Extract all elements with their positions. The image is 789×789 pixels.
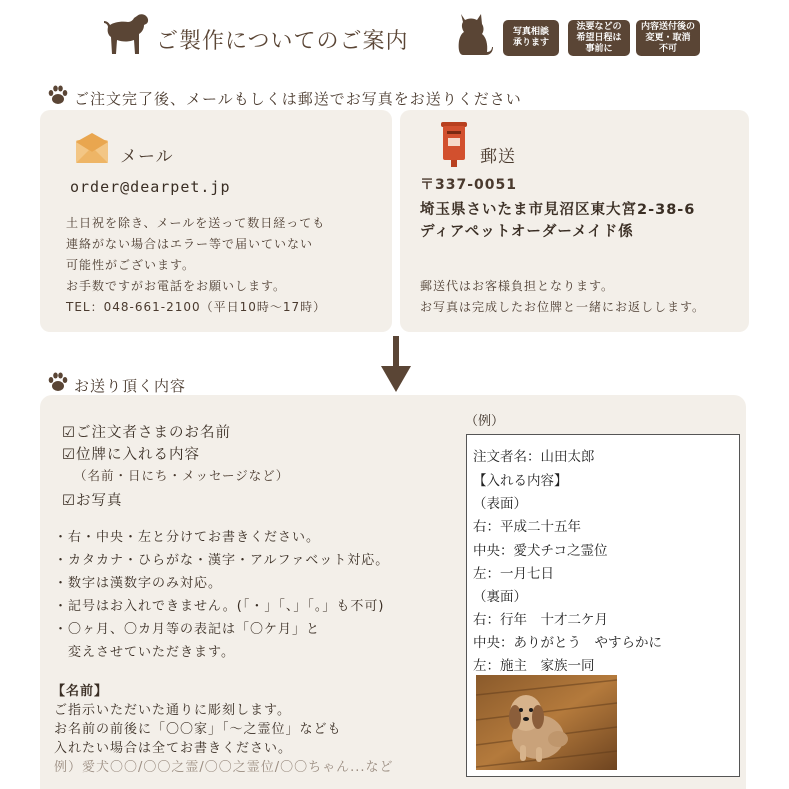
- rule-line: ・右・中央・左と分けてお書きください。: [54, 530, 321, 545]
- mail-note-line: 連絡がない場合はエラー等で届いていない: [66, 237, 314, 251]
- envelope-icon: [75, 132, 109, 164]
- badge-photo-consult: 写真相談 承ります: [503, 20, 559, 56]
- rule-line: ・〇ヶ月、〇カ月等の表記は「〇ケ月」と: [54, 622, 321, 637]
- mail-note-line: お手数ですがお電話をお願いします。: [66, 279, 287, 293]
- mail-note-line: 可能性がございます。: [66, 258, 196, 272]
- post-note-line: お写真は完成したお位牌と一緒にお返しします。: [420, 300, 706, 314]
- mail-title: メール: [120, 147, 174, 167]
- checklist-item-name: ☑ご注文者さまのお名前: [62, 425, 231, 441]
- header: [0, 0, 789, 72]
- name-line: ご指示いただいた通りに彫刻します。: [54, 703, 291, 718]
- paw-icon: [47, 371, 69, 393]
- email-address[interactable]: order@dearpet.jp: [70, 178, 231, 196]
- name-heading: 【名前】: [52, 684, 109, 699]
- arrow-down-icon: [381, 336, 411, 392]
- post-title: 郵送: [480, 147, 516, 167]
- rule-line: 変えさせていただきます。: [54, 645, 235, 660]
- rule-line: ・記号はお入れできません。(「・」「、」「。」も不可): [54, 599, 385, 614]
- example-line: 右：平成二十五年: [473, 519, 581, 535]
- paw-icon: [47, 84, 69, 106]
- example-line: 【入れる内容】: [473, 473, 568, 489]
- address-recipient: ディアペットオーダーメイド係: [420, 224, 634, 240]
- example-label: （例）: [465, 414, 505, 429]
- checklist-item-contents: ☑位牌に入れる内容: [62, 447, 200, 463]
- post-note-line: 郵送代はお客様負担となります。: [420, 279, 615, 293]
- name-line: 入れたい場合は全てお書きください。: [54, 741, 293, 756]
- example-line: （裏面）: [473, 589, 527, 605]
- section-heading-contents: お送り頂く内容: [74, 377, 187, 395]
- section-heading-send: ご注文完了後、メールもしくは郵送でお写真をお送りください: [74, 90, 522, 108]
- example-line: 中央：愛犬チコ之霊位: [473, 543, 608, 559]
- badge-no-changes: 内容送付後の 変更・取消 不可: [636, 20, 700, 56]
- example-line: 左：施主 家族一同: [473, 658, 595, 674]
- example-line: 中央：ありがとう やすらかに: [473, 635, 662, 651]
- rule-line: ・数字は漢数字のみ対応。: [54, 576, 223, 591]
- cat-silhouette-icon: [455, 6, 493, 58]
- example-line: （表面）: [473, 496, 527, 512]
- phone-number: TEL：048-661-2100（平日10時～17時）: [66, 300, 327, 314]
- post-panel: [400, 110, 749, 332]
- example-line: 注文者名：山田太郎: [473, 449, 595, 465]
- mail-panel: [40, 110, 392, 332]
- example-line: 左：一月七日: [473, 566, 554, 582]
- dog-photo: [476, 675, 617, 770]
- mailbox-icon: [440, 120, 468, 168]
- badge-schedule: 法要などの 希望日程は 事前に: [568, 20, 630, 56]
- mail-note-line: 土日祝を除き、メールを送って数日経っても: [66, 216, 326, 230]
- page-title: ご製作についてのご案内: [156, 29, 409, 54]
- checklist-item-photo: ☑お写真: [62, 493, 123, 509]
- checklist-note: （名前・日にち・メッセージなど）: [74, 468, 290, 483]
- example-box: [466, 434, 740, 777]
- example-line: 右：行年 十才二ケ月: [473, 612, 608, 628]
- rule-line: ・カタカナ・ひらがな・漢字・アルファベット対応。: [54, 553, 390, 568]
- postal-code: 〒337-0051: [420, 177, 517, 193]
- dog-silhouette-icon: [102, 12, 152, 60]
- name-example: 例）愛犬〇〇/〇〇之霊/〇〇之霊位/〇〇ちゃん...など: [54, 760, 394, 775]
- address-line: 埼玉県さいたま市見沼区東大宮2-38-6: [420, 202, 696, 218]
- name-line: お名前の前後に「〇〇家」「～之霊位」なども: [54, 722, 342, 737]
